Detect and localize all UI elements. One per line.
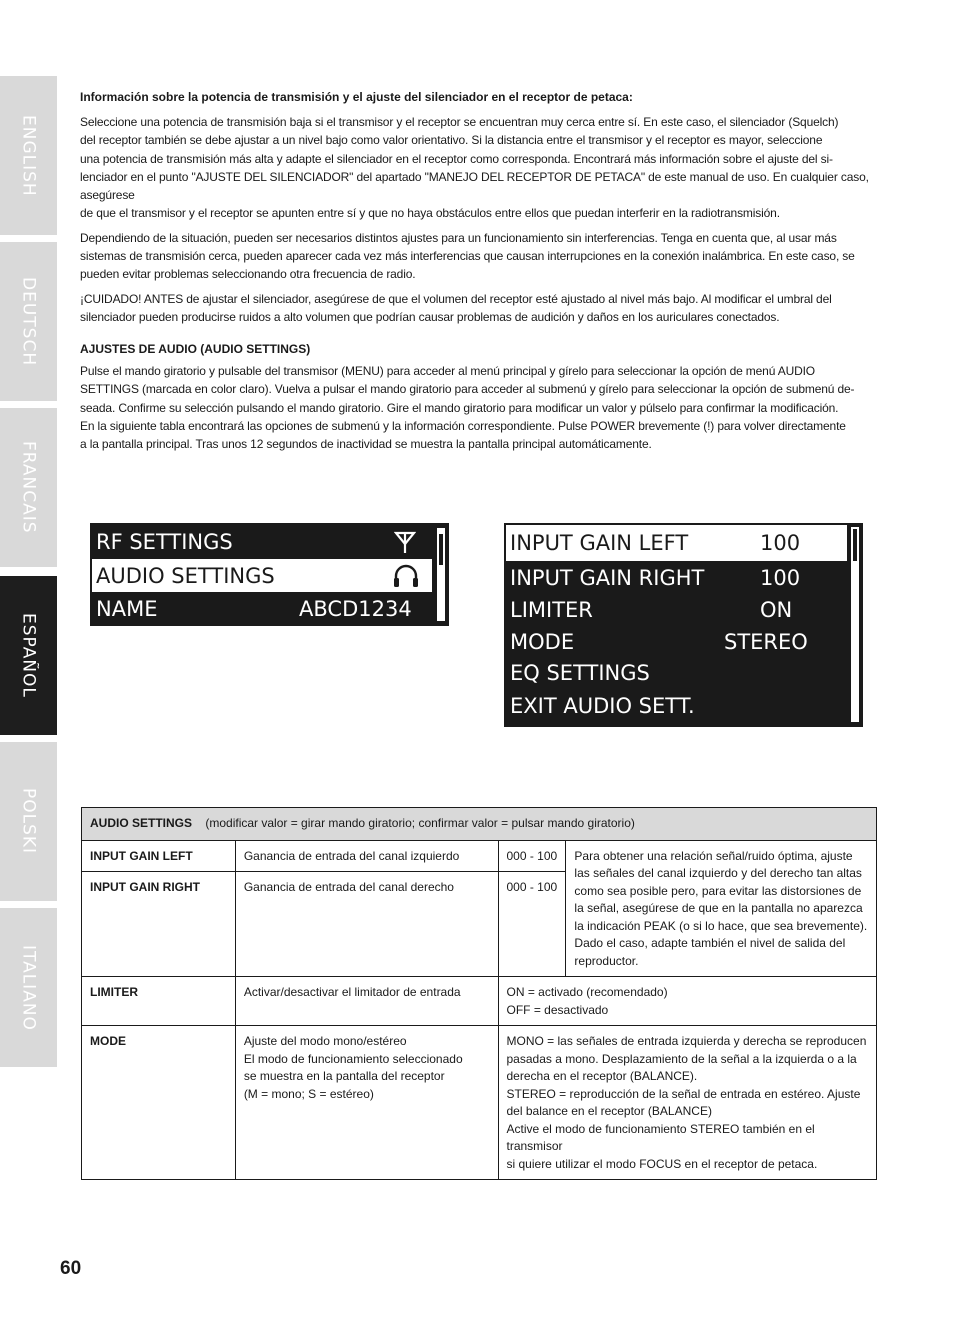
paragraph-line: lenciador en el punto "AJUSTE DEL SILENCIADOR" del apartado "MANEJO DEL RECEPTOR DE PETACA" de este manual de uso. En cualquier caso, asegúrese xyxy=(80,169,869,203)
param-options xyxy=(498,977,877,1026)
lcd-row-limiter xyxy=(506,594,847,626)
lcd-row-mode xyxy=(506,626,847,658)
lcd-row-label: MODE xyxy=(510,630,575,654)
param-name: LIMITER xyxy=(82,977,236,1026)
paragraph-line: SETTINGS (marcada en color claro). Vuelva a pulsar el mando giratorio para acceder al submenú y gírelo para seleccionar la opción de submenú de- xyxy=(80,382,855,397)
option-line: STEREO = reproducción de la señal de entrada en estéreo. Ajuste xyxy=(506,1086,861,1101)
paragraph-line: silenciador pueden producirse ruidos a alto volumen que podrían causar problemas de audición y daños en los auriculares conectados. xyxy=(80,309,780,324)
note-line: las señales del canal izquierdo y del derecho tan altas xyxy=(574,866,862,880)
section-heading: Información sobre la potencia de transmisión y el ajuste del silenciador en el receptor de petaca: xyxy=(80,90,633,104)
option-line: MONO = las señales de entrada izquierda y derecha se reproducen xyxy=(506,1034,867,1048)
option-line: OFF = desactivado xyxy=(506,1002,609,1017)
param-desc: Ganancia de entrada del canal izquierdo xyxy=(235,840,498,872)
note-line: como sea posible pero, para evitar las distorsiones de xyxy=(574,883,862,898)
lcd-row-rf-settings xyxy=(92,525,432,558)
lcd-row-value: ON xyxy=(760,598,793,622)
param-range: 000 - 100 xyxy=(498,840,566,872)
table-header-note: (modificar valor = girar mando giratorio; confirmar valor = pulsar mando giratorio) xyxy=(205,816,635,830)
param-desc: Ganancia de entrada del canal derecho xyxy=(235,872,498,977)
lcd-row-label: INPUT GAIN RIGHT xyxy=(510,566,705,590)
desc-line: (M = mono; S = estéreo) xyxy=(243,1086,374,1101)
param-range: 000 - 100 xyxy=(498,872,566,977)
lcd-row-input-gain-left xyxy=(506,525,847,561)
option-line: derecha en el receptor (BALANCE). xyxy=(506,1069,698,1083)
paragraph-line: Seleccione una potencia de transmisión baja si el transmisor y el receptor se encuentran muy cerca entre sí. En este caso, el silenciador (Squelch) xyxy=(80,115,839,129)
param-options xyxy=(498,1026,877,1180)
lcd-row-exit-audio xyxy=(506,689,847,722)
section-heading: AJUSTES DE AUDIO (AUDIO SETTINGS) xyxy=(80,342,311,356)
audio-settings-table xyxy=(81,807,877,1180)
lcd-row-label: EXIT AUDIO SETT. xyxy=(510,693,695,718)
lcd-row-label: EQ SETTINGS xyxy=(510,661,650,685)
paragraph-line: seada. Confirme su selección pulsando el mando giratorio. Gire el mando giratorio para modificar un valor y púlselo para confirmar la modificación. xyxy=(80,400,839,415)
paragraph-line: una potencia de transmisión más alta y adapte el silenciador en el receptor como corresponda. Encontrará más información sobre el ajuste del si- xyxy=(80,151,833,166)
side-tab-label: DEUTSCH xyxy=(18,276,39,367)
option-line: del balance en el receptor (BALANCE) xyxy=(506,1104,712,1118)
lcd-scroll-thumb xyxy=(853,529,857,561)
side-tab-espanol[interactable] xyxy=(0,576,57,735)
note-line: la señal, asegúrese de que en la pantalla no aparezca xyxy=(574,901,863,915)
table-row xyxy=(82,1026,877,1180)
section-transmission-info xyxy=(80,90,875,326)
paragraph-line: En la siguiente tabla encontrará las opciones de submenú y la información correspondiente. Pulse POWER brevemente (!) para volver directamente xyxy=(80,418,846,433)
headphones-icon xyxy=(392,563,420,594)
side-tab-label: ENGLISH xyxy=(18,114,39,197)
side-tab-label: POLSKI xyxy=(18,788,39,855)
side-tab-polski[interactable] xyxy=(0,742,57,901)
lcd-row-value: 100 xyxy=(760,531,801,555)
lcd-scrollbar xyxy=(437,528,445,621)
param-name: INPUT GAIN RIGHT xyxy=(82,872,236,977)
param-desc: Activar/desactivar el limitador de entrada xyxy=(235,977,498,1026)
side-tab-francais[interactable] xyxy=(0,408,57,567)
lcd-row-label: RF SETTINGS xyxy=(96,529,233,554)
lcd-row-value: STEREO xyxy=(724,630,808,654)
paragraph-line: del receptor también se debe ajustar a un nivel bajo como valor orientativo. Si la distancia entre el transmisor y el receptor es mayor, seleccione xyxy=(80,133,823,148)
side-tab-deutsch[interactable] xyxy=(0,242,57,401)
gain-note xyxy=(566,840,877,977)
side-tab-label: ITALIANO xyxy=(18,944,39,1031)
param-desc xyxy=(235,1026,498,1180)
option-line: Active el modo de funcionamiento STEREO también en el transmisor xyxy=(506,1121,815,1153)
paragraph-line: ¡CUIDADO! ANTES de ajustar el silenciador, asegúrese de que el volumen del receptor esté ajustado al nivel más bajo. Al modificar el umbral del xyxy=(80,291,832,306)
lcd-audio-submenu xyxy=(504,523,863,727)
note-line: Dado el caso, adapte también el nivel de salida del xyxy=(574,936,846,950)
paragraph-line: Pulse el mando giratorio y pulsable del transmisor (MENU) para acceder al menú principal y gírelo para seleccionar la opción de menú AUDIO xyxy=(80,364,815,378)
side-tab-label: FRANCAIS xyxy=(18,441,39,534)
desc-line: Ajuste del modo mono/estéreo xyxy=(243,1034,407,1048)
option-line: si quiere utilizar el modo FOCUS en el receptor de petaca. xyxy=(506,1156,818,1171)
paragraph-line: pueden evitar problemas seleccionando otra frecuencia de radio. xyxy=(80,267,416,282)
lcd-scrollbar xyxy=(851,527,859,722)
side-tab-label: ESPAÑOL xyxy=(18,613,39,698)
side-tab-italiano[interactable] xyxy=(0,908,57,1067)
lcd-row-input-gain-right xyxy=(506,562,847,594)
lcd-scroll-thumb xyxy=(439,534,443,565)
lcd-row-label: LIMITER xyxy=(510,598,593,622)
paragraph-line: a la pantalla principal. Tras unos 12 segundos de inactividad se muestra la pantalla principal automáticamente. xyxy=(80,437,652,452)
section-audio-settings xyxy=(80,342,875,453)
antenna-icon xyxy=(394,530,416,559)
note-line: la indicación PEAK (o si lo hace, que sea brevemente). xyxy=(574,918,868,933)
table-row xyxy=(82,977,877,1026)
note-line: reproductor. xyxy=(574,953,639,968)
lcd-row-label: AUDIO SETTINGS xyxy=(96,563,275,588)
desc-line: El modo de funcionamiento seleccionado xyxy=(243,1051,463,1066)
paragraph-line: Dependiendo de la situación, pueden ser necesarios distintos ajustes para un funcionamiento sin interferencias. Tenga en cuenta que, al usar más xyxy=(80,230,837,245)
lcd-row-value: ABCD1234 xyxy=(299,596,412,621)
table-header-row xyxy=(82,808,877,841)
lcd-row-label: INPUT GAIN LEFT xyxy=(510,531,689,555)
table-header-title: AUDIO SETTINGS xyxy=(90,816,193,830)
note-line: Para obtener una relación señal/ruido óptima, ajuste xyxy=(574,848,853,863)
lcd-row-label: NAME xyxy=(96,596,158,621)
table-row xyxy=(82,840,877,872)
table-header-cell xyxy=(82,808,877,841)
lcd-row-audio-settings xyxy=(92,559,432,592)
page-number: 60 xyxy=(60,1258,82,1279)
paragraph-line: de que el transmisor y el receptor se apunten entre sí y que no haya obstáculos entre ellos que puedan interferir en la radiotransmisión. xyxy=(80,206,780,221)
param-name: MODE xyxy=(82,1026,236,1180)
lcd-row-value: 100 xyxy=(760,566,801,590)
paragraph-line: sistemas de transmisión cerca, pueden aparecer cada vez más interferencias que causan interrupciones en la conexión inalámbrica. En este caso, se xyxy=(80,249,855,264)
lcd-main-menu xyxy=(90,523,449,626)
option-line: ON = activado (recomendado) xyxy=(506,985,668,999)
desc-line: se muestra en la pantalla del receptor xyxy=(243,1069,445,1083)
param-name: INPUT GAIN LEFT xyxy=(82,840,236,872)
side-tab-english[interactable] xyxy=(0,76,57,235)
lcd-row-eq-settings xyxy=(506,657,847,689)
option-line: pasadas a mono. Desplazamiento de la señal a la izquierda o a la xyxy=(506,1051,857,1066)
lcd-row-name xyxy=(92,593,432,624)
